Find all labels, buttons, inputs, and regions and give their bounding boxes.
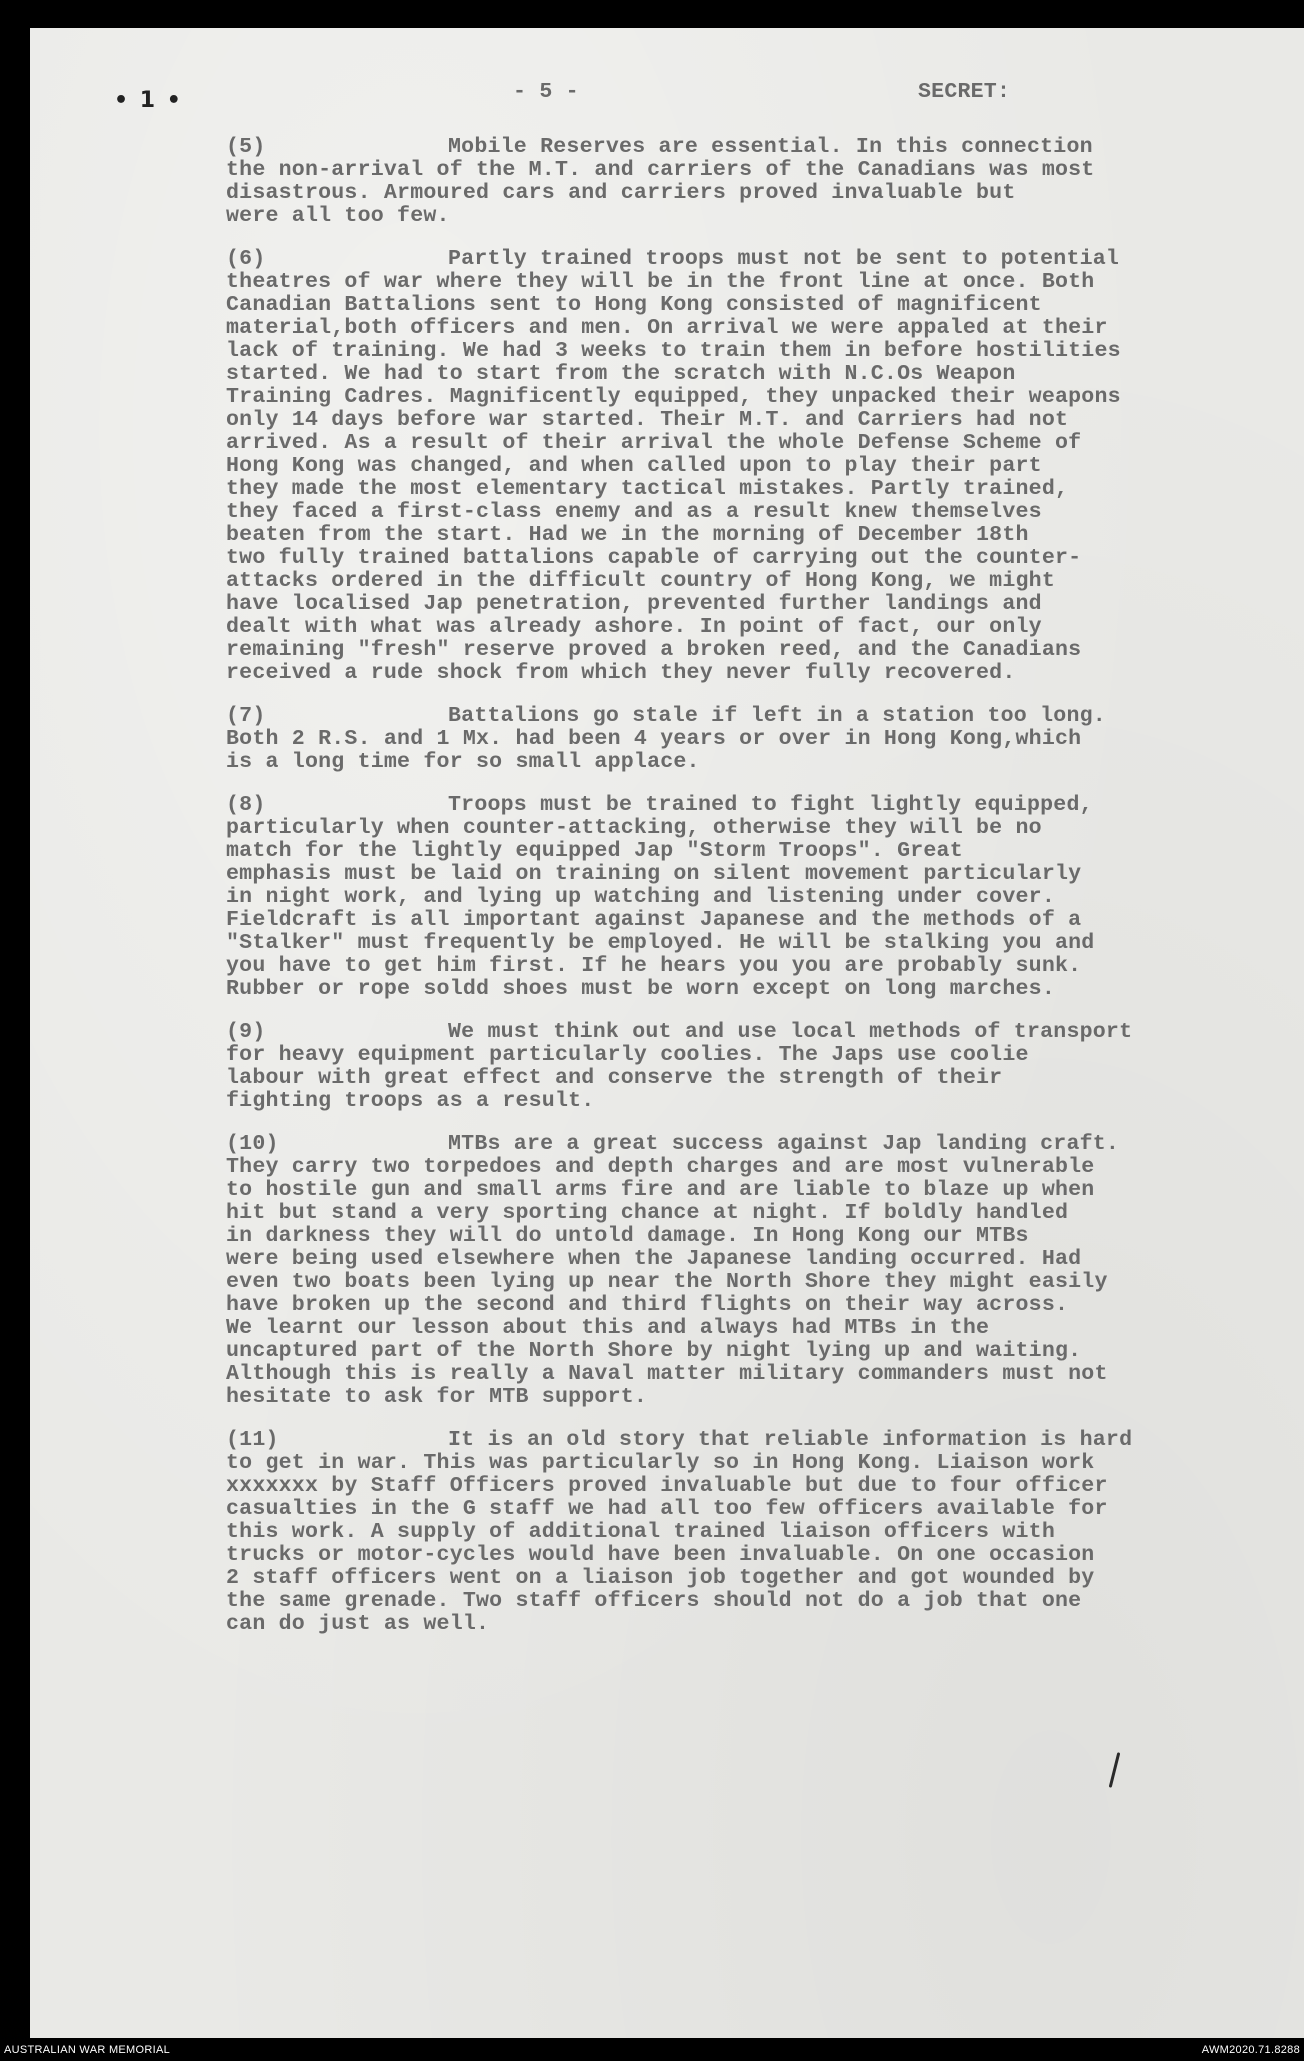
line-text: particularly when counter-attacking, otherwise they will be no bbox=[226, 816, 1042, 840]
paragraph-5 bbox=[226, 136, 1256, 228]
line-text: trucks or motor-cycles would have been invaluable. On one occasion bbox=[226, 1543, 1095, 1567]
text-line bbox=[226, 317, 1256, 340]
text-line bbox=[226, 409, 1256, 432]
line-text: Fieldcraft is all important against Japanese and the methods of a bbox=[226, 908, 1082, 932]
text-line bbox=[226, 1202, 1256, 1225]
paragraph-number: (9) bbox=[226, 1020, 266, 1044]
footer-bar bbox=[0, 2043, 1304, 2061]
text-line bbox=[226, 1452, 1256, 1475]
text-line bbox=[226, 751, 1256, 774]
line-text: to hostile gun and small arms fire and are liable to blaze up when bbox=[226, 1178, 1095, 1202]
line-text: to get in war. This was particularly so in Hong Kong. Liaison work bbox=[226, 1451, 1095, 1475]
text-line bbox=[226, 340, 1256, 363]
line-text: hit but stand a very sporting chance at night. If boldly handled bbox=[226, 1201, 1069, 1225]
text-line bbox=[226, 205, 1256, 228]
line-text: arrived. As a result of their arrival the whole Defense Scheme of bbox=[226, 431, 1082, 455]
text-line bbox=[226, 1386, 1256, 1409]
line-text: can do just as well. bbox=[226, 1612, 490, 1636]
line-text: were being used elsewhere when the Japanese landing occurred. Had bbox=[226, 1247, 1082, 1271]
line-text: in night work, and lying up watching and listening under cover. bbox=[226, 885, 1055, 909]
line-text: labour with great effect and conserve the strength of their bbox=[226, 1066, 1003, 1090]
line-text: the same grenade. Two staff officers should not do a job that one bbox=[226, 1589, 1082, 1613]
line-text: material,both officers and men. On arrival we were appaled at their bbox=[226, 316, 1108, 340]
page-number: - 5 - bbox=[513, 80, 579, 104]
text-line bbox=[226, 159, 1256, 182]
paragraph-6 bbox=[226, 248, 1256, 685]
paragraph-10 bbox=[226, 1133, 1256, 1409]
text-line bbox=[226, 662, 1256, 685]
line-text: have broken up the second and third flights on their way across. bbox=[226, 1293, 1069, 1317]
line-text: theatres of war where they will be in the front line at once. Both bbox=[226, 270, 1095, 294]
text-line bbox=[226, 1590, 1256, 1613]
line-text: It is an old story that reliable information is hard bbox=[448, 1428, 1133, 1452]
line-text: We learnt our lesson about this and always had MTBs in the bbox=[226, 1316, 990, 1340]
line-text: dealt with what was already ashore. In point of fact, our only bbox=[226, 615, 1042, 639]
paragraph-11 bbox=[226, 1429, 1256, 1636]
line-text: Troops must be trained to fight lightly equipped, bbox=[448, 793, 1093, 817]
text-line bbox=[226, 886, 1256, 909]
line-text: They carry two torpedoes and depth charges and are most vulnerable bbox=[226, 1155, 1095, 1179]
line-text: "Stalker" must frequently be employed. He will be stalking you and bbox=[226, 931, 1095, 955]
text-line bbox=[226, 1021, 1256, 1044]
text-line bbox=[226, 1317, 1256, 1340]
line-text: have localised Jap penetration, prevented further landings and bbox=[226, 592, 1042, 616]
text-line bbox=[226, 524, 1256, 547]
line-text: the non-arrival of the M.T. and carriers of the Canadians was most bbox=[226, 158, 1095, 182]
line-text: MTBs are a great success against Jap landing craft. bbox=[448, 1132, 1120, 1156]
paragraph-number: (5) bbox=[226, 135, 266, 159]
text-line bbox=[226, 817, 1256, 840]
text-line bbox=[226, 639, 1256, 662]
footer-archive-name: AUSTRALIAN WAR MEMORIAL bbox=[4, 2044, 171, 2056]
text-line bbox=[226, 1498, 1256, 1521]
line-text: lack of training. We had 3 weeks to train them in before hostilities bbox=[226, 339, 1121, 363]
paragraph-7 bbox=[226, 705, 1256, 774]
line-text: emphasis must be laid on training on silent movement particularly bbox=[226, 862, 1082, 886]
text-line bbox=[226, 728, 1256, 751]
line-text: attacks ordered in the difficult country of Hong Kong, we might bbox=[226, 569, 1055, 593]
line-text: Rubber or rope soldd shoes must be worn except on long marches. bbox=[226, 977, 1055, 1001]
line-text: Both 2 R.S. and 1 Mx. had been 4 years or over in Hong Kong,which bbox=[226, 727, 1082, 751]
text-line bbox=[226, 1567, 1256, 1590]
footer-catalogue-id: AWM2020.71.8288 bbox=[1201, 2044, 1300, 2056]
classification-label: SECRET: bbox=[918, 80, 1011, 104]
text-line bbox=[226, 1363, 1256, 1386]
text-line bbox=[226, 1156, 1256, 1179]
text-line bbox=[226, 1044, 1256, 1067]
line-text: Training Cadres. Magnificently equipped, they unpacked their weapons bbox=[226, 385, 1121, 409]
line-text: they made the most elementary tactical mistakes. Partly trained, bbox=[226, 477, 1069, 501]
text-line bbox=[226, 1248, 1256, 1271]
line-text: is a long time for so small applace. bbox=[226, 750, 700, 774]
text-line bbox=[226, 1521, 1256, 1544]
text-line bbox=[226, 1225, 1256, 1248]
text-line bbox=[226, 1613, 1256, 1636]
text-line bbox=[226, 386, 1256, 409]
paragraph-number: (11) bbox=[226, 1428, 279, 1452]
text-line bbox=[226, 570, 1256, 593]
text-line bbox=[226, 547, 1256, 570]
line-text: Canadian Battalions sent to Hong Kong consisted of magnificent bbox=[226, 293, 1042, 317]
text-line bbox=[226, 1179, 1256, 1202]
text-line bbox=[226, 363, 1256, 386]
margin-marks: • 1 • bbox=[114, 88, 183, 113]
text-line bbox=[226, 182, 1256, 205]
text-line bbox=[226, 1067, 1256, 1090]
line-text: We must think out and use local methods of transport bbox=[448, 1020, 1133, 1044]
line-text: only 14 days before war started. Their M.T. and Carriers had not bbox=[226, 408, 1069, 432]
text-line bbox=[226, 248, 1256, 271]
text-line bbox=[226, 932, 1256, 955]
text-line bbox=[226, 294, 1256, 317]
line-text: even two boats been lying up near the North Shore they might easily bbox=[226, 1270, 1108, 1294]
line-text: they faced a first-class enemy and as a result knew themselves bbox=[226, 500, 1042, 524]
text-line bbox=[226, 1475, 1256, 1498]
line-text: this work. A supply of additional trained liaison officers with bbox=[226, 1520, 1055, 1544]
text-line bbox=[226, 1340, 1256, 1363]
line-text: Mobile Reserves are essential. In this connection bbox=[448, 135, 1093, 159]
line-text: in darkness they will do untold damage. In Hong Kong our MTBs bbox=[226, 1224, 1029, 1248]
line-text: hesitate to ask for MTB support. bbox=[226, 1385, 648, 1409]
text-line bbox=[226, 593, 1256, 616]
text-line bbox=[226, 136, 1256, 159]
paragraph-number: (7) bbox=[226, 704, 266, 728]
line-text: fighting troops as a result. bbox=[226, 1089, 595, 1113]
line-text: 2 staff officers went on a liaison job together and got wounded by bbox=[226, 1566, 1095, 1590]
text-line bbox=[226, 840, 1256, 863]
text-line bbox=[226, 1544, 1256, 1567]
paragraph-number: (10) bbox=[226, 1132, 279, 1156]
paragraph-number: (8) bbox=[226, 793, 266, 817]
text-line bbox=[226, 432, 1256, 455]
text-line bbox=[226, 909, 1256, 932]
line-text: received a rude shock from which they never fully recovered. bbox=[226, 661, 1016, 685]
text-line bbox=[226, 863, 1256, 886]
document-body bbox=[226, 136, 1256, 1656]
text-line bbox=[226, 1271, 1256, 1294]
text-line bbox=[226, 271, 1256, 294]
paragraph-number: (6) bbox=[226, 247, 266, 271]
line-text: you have to get him first. If he hears you you are probably sunk. bbox=[226, 954, 1082, 978]
text-line bbox=[226, 1133, 1256, 1156]
line-text: Battalions go stale if left in a station too long. bbox=[448, 704, 1106, 728]
line-text: uncaptured part of the North Shore by night lying up and waiting. bbox=[226, 1339, 1082, 1363]
line-text: Hong Kong was changed, and when called upon to play their part bbox=[226, 454, 1042, 478]
paragraph-9 bbox=[226, 1021, 1256, 1113]
line-text: were all too few. bbox=[226, 204, 450, 228]
text-line bbox=[226, 616, 1256, 639]
line-text: match for the lightly equipped Jap "Storm Troops". Great bbox=[226, 839, 963, 863]
text-line bbox=[226, 955, 1256, 978]
line-text: started. We had to start from the scratch with N.C.Os Weapon bbox=[226, 362, 1016, 386]
line-text: Although this is really a Naval matter military commanders must not bbox=[226, 1362, 1108, 1386]
text-line bbox=[226, 705, 1256, 728]
line-text: casualties in the G staff we had all too few officers available for bbox=[226, 1497, 1108, 1521]
paragraph-8 bbox=[226, 794, 1256, 1001]
line-text: disastrous. Armoured cars and carriers proved invaluable but bbox=[226, 181, 1016, 205]
text-line bbox=[226, 1090, 1256, 1113]
line-text: for heavy equipment particularly coolies. The Japs use coolie bbox=[226, 1043, 1029, 1067]
text-line bbox=[226, 1294, 1256, 1317]
line-text: two fully trained battalions capable of carrying out the counter- bbox=[226, 546, 1082, 570]
line-text: remaining "fresh" reserve proved a broken reed, and the Canadians bbox=[226, 638, 1082, 662]
text-line bbox=[226, 794, 1256, 817]
text-line bbox=[226, 478, 1256, 501]
text-line bbox=[226, 455, 1256, 478]
text-line bbox=[226, 978, 1256, 1001]
text-line bbox=[226, 501, 1256, 524]
line-text: beaten from the start. Had we in the morning of December 18th bbox=[226, 523, 1029, 547]
line-text: Partly trained troops must not be sent to potential bbox=[448, 247, 1120, 271]
text-line bbox=[226, 1429, 1256, 1452]
line-text: xxxxxxx by Staff Officers proved invaluable but due to four officer bbox=[226, 1474, 1108, 1498]
